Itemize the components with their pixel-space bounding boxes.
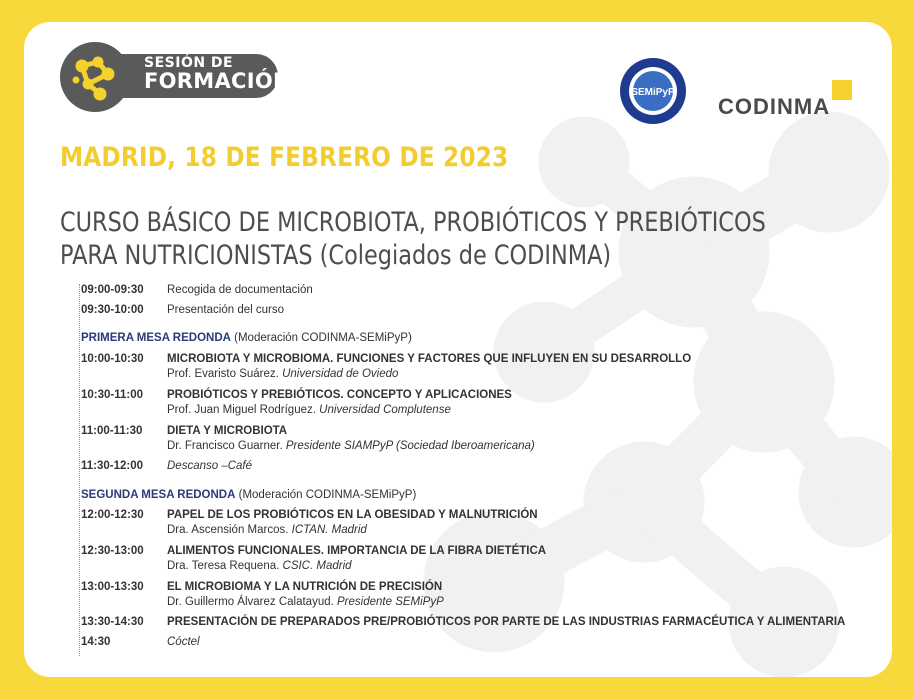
row-desc: Presentación del curso	[167, 304, 284, 316]
talk-speaker-line	[167, 440, 535, 452]
talk-title: ALIMENTOS FUNCIONALES. IMPORTANCIA DE LA FIBRA DIETÉTICA	[167, 545, 547, 557]
talk-affiliation: Universidad de Oviedo	[282, 368, 399, 380]
session-label: SEGUNDA MESA REDONDA	[81, 489, 236, 501]
row-time: 12:00-12:30	[81, 509, 144, 521]
schedule-row	[81, 636, 881, 656]
row-desc: Descanso –Café	[167, 460, 253, 472]
row-time: 11:00-11:30	[81, 425, 143, 437]
talk-row	[81, 425, 881, 460]
talk-title: DIETA Y MICROBIOTA	[167, 425, 288, 437]
session-header	[81, 332, 881, 353]
row-time: 12:30-13:00	[81, 545, 144, 557]
event-date: MADRID, 18 DE FEBRERO DE 2023	[60, 142, 509, 173]
session-note: (Moderación CODINMA-SEMiPyP)	[234, 332, 412, 344]
talk-speaker-line	[167, 524, 367, 536]
badge-line2: FORMACIÓN	[144, 69, 291, 93]
talk-speaker: Prof. Evaristo Suárez.	[167, 368, 279, 380]
row-desc: Cóctel	[167, 636, 200, 648]
talk-speaker-line	[167, 404, 451, 416]
talk-title: MICROBIOTA Y MICROBIOMA. FUNCIONES Y FACTORES QUE INFLUYEN EN SU DESARROLLO	[167, 353, 692, 365]
session-label: PRIMERA MESA REDONDA	[81, 332, 231, 344]
talk-speaker-line	[167, 560, 352, 572]
talk-row	[81, 581, 881, 616]
talk-title: EL MICROBIOMA Y LA NUTRICIÓN DE PRECISIÓN	[167, 581, 443, 593]
molecule-icon	[60, 42, 130, 112]
talk-speaker-line	[167, 596, 444, 608]
talk-row	[81, 389, 881, 425]
row-time: 10:00-10:30	[81, 353, 144, 365]
talk-affiliation: Presidente SIAMPyP (Sociedad Iberoamericana)	[285, 440, 535, 452]
row-time: 14:30	[81, 636, 111, 648]
talk-affiliation: Universidad Complutense	[319, 404, 451, 416]
session-note: (Moderación CODINMA-SEMiPyP)	[238, 489, 417, 501]
talk-row	[81, 509, 881, 545]
codinma-logo: CODINMA	[718, 94, 831, 119]
training-session-badge	[60, 42, 291, 112]
row-time: 13:30-14:30	[81, 616, 144, 628]
talk-affiliation: ICTAN. Madrid	[291, 524, 367, 536]
poster-card	[24, 22, 892, 677]
talk-speaker: Prof. Juan Miguel Rodríguez.	[167, 404, 316, 416]
course-title-line2: PARA NUTRICIONISTAS (Colegiados de CODINMA)	[60, 240, 612, 271]
talk-row	[81, 545, 881, 581]
talk-row	[81, 353, 881, 389]
row-time: 09:00-09:30	[81, 284, 144, 296]
schedule-row	[81, 304, 881, 332]
program-schedule	[79, 284, 881, 656]
semipyp-logo	[618, 56, 688, 126]
talk-row	[81, 616, 881, 636]
row-time: 09:30-10:00	[81, 304, 144, 316]
row-time: 13:00-13:30	[81, 581, 144, 593]
badge-line1: SESIÓN DE	[144, 55, 234, 71]
talk-speaker: Dr. Guillermo Álvarez Calatayud.	[167, 596, 334, 608]
session-header	[81, 489, 881, 509]
talk-speaker: Dr. Francisco Guarner.	[167, 440, 283, 452]
talk-speaker: Dra. Ascensión Marcos.	[167, 524, 289, 536]
talk-affiliation: CSIC. Madrid	[282, 560, 352, 572]
talk-title: PAPEL DE LOS PROBIÓTICOS EN LA OBESIDAD Y MALNUTRICIÓN	[167, 509, 538, 521]
talk-title: PRESENTACIÓN DE PREPARADOS PRE/PROBIÓTICOS POR PARTE DE LAS INDUSTRIAS FARMACÉUTICA Y ALIMENTARIA	[167, 616, 846, 628]
schedule-row	[81, 460, 881, 489]
row-time: 11:30-12:00	[81, 460, 144, 472]
row-desc: Recogida de documentación	[167, 284, 313, 296]
talk-title: PROBIÓTICOS Y PREBIÓTICOS. CONCEPTO Y APLICACIONES	[167, 389, 512, 401]
course-title	[60, 206, 766, 272]
codinma-logo-square	[832, 80, 852, 100]
course-title-line1: CURSO BÁSICO DE MICROBIOTA, PROBIÓTICOS Y PREBIÓTICOS	[60, 207, 766, 238]
talk-speaker-line	[167, 368, 398, 380]
schedule-row	[81, 284, 881, 304]
semipyp-logo-text: SEMiPyP	[631, 87, 675, 98]
talk-affiliation: Presidente SEMiPyP	[337, 596, 444, 608]
badge-circle	[60, 42, 130, 112]
row-time: 10:30-11:00	[81, 389, 144, 401]
talk-speaker: Dra. Teresa Requena.	[167, 560, 280, 572]
